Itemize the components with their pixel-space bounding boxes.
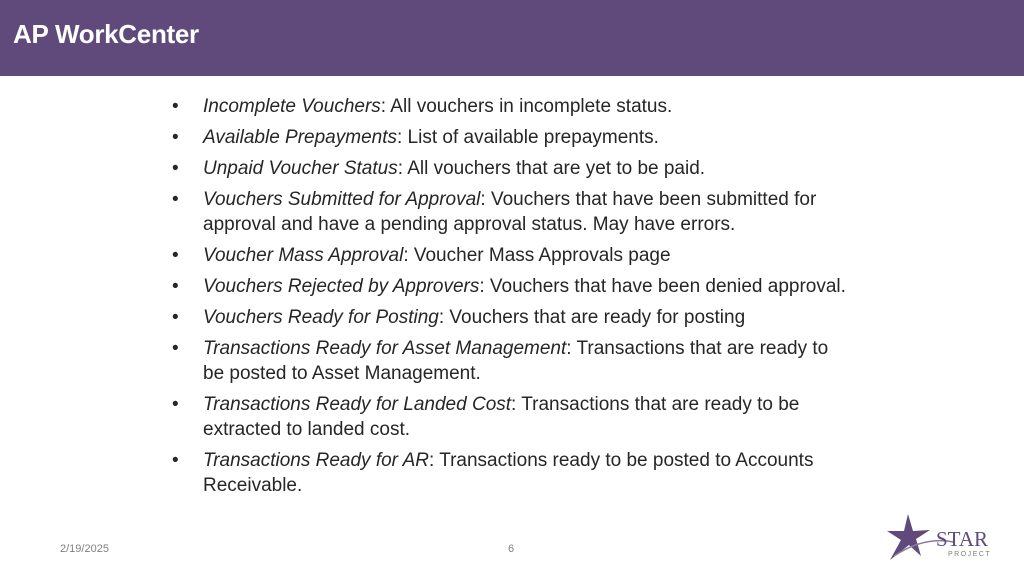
header-bar — [0, 0, 1024, 76]
bullet-description: : Transactions that are ready to be extracted to landed cost. — [203, 394, 800, 440]
bullet-item — [172, 448, 852, 498]
bullet-list — [172, 94, 852, 504]
bullet-description: : All vouchers in incomplete status. — [380, 96, 673, 117]
slide-title: AP WorkCenter — [13, 19, 199, 49]
bullet-term: Vouchers Rejected by Approvers — [203, 276, 480, 297]
logo-word: STAR — [936, 527, 988, 551]
footer-page-number: 6 — [508, 543, 515, 555]
bullet-description: : Vouchers that are ready for posting — [438, 307, 746, 328]
bullet-term: Voucher Mass Approval — [203, 245, 404, 266]
bullet-term: Transactions Ready for Landed Cost — [203, 394, 512, 415]
bullet-description: : All vouchers that are yet to be paid. — [397, 158, 706, 179]
bullet-term: Unpaid Voucher Status — [203, 158, 398, 179]
bullet-item — [172, 187, 852, 237]
bullet-term: Transactions Ready for AR — [203, 450, 429, 471]
bullet-term: Incomplete Vouchers — [203, 96, 381, 117]
bullet-item — [172, 125, 852, 150]
bullet-item — [172, 336, 852, 386]
bullet-term: Vouchers Submitted for Approval — [203, 189, 481, 210]
bullet-term: Vouchers Ready for Posting — [203, 307, 439, 328]
bullet-description: : Voucher Mass Approvals page — [403, 245, 671, 266]
star-project-logo — [884, 512, 1004, 566]
bullet-item — [172, 156, 852, 181]
logo-subword: PROJECT — [948, 551, 992, 558]
bullet-term: Available Prepayments — [203, 127, 397, 148]
footer-date: 2/19/2025 — [60, 543, 109, 555]
bullet-term: Transactions Ready for Asset Management — [203, 338, 567, 359]
bullet-item — [172, 274, 852, 299]
bullet-description: : Vouchers that have been submitted for approval and have a pending approval status. May have errors. — [203, 189, 817, 235]
bullet-item — [172, 392, 852, 442]
star-icon — [887, 514, 930, 560]
bullet-item — [172, 305, 852, 330]
bullet-description: : Transactions that are ready to be posted to Asset Management. — [203, 338, 829, 384]
bullet-item — [172, 94, 852, 119]
bullet-item — [172, 243, 852, 268]
bullet-description: : Transactions ready to be posted to Accounts Receivable. — [203, 450, 814, 496]
bullet-description: : Vouchers that have been denied approval. — [479, 276, 846, 297]
bullet-description: : List of available prepayments. — [396, 127, 659, 148]
